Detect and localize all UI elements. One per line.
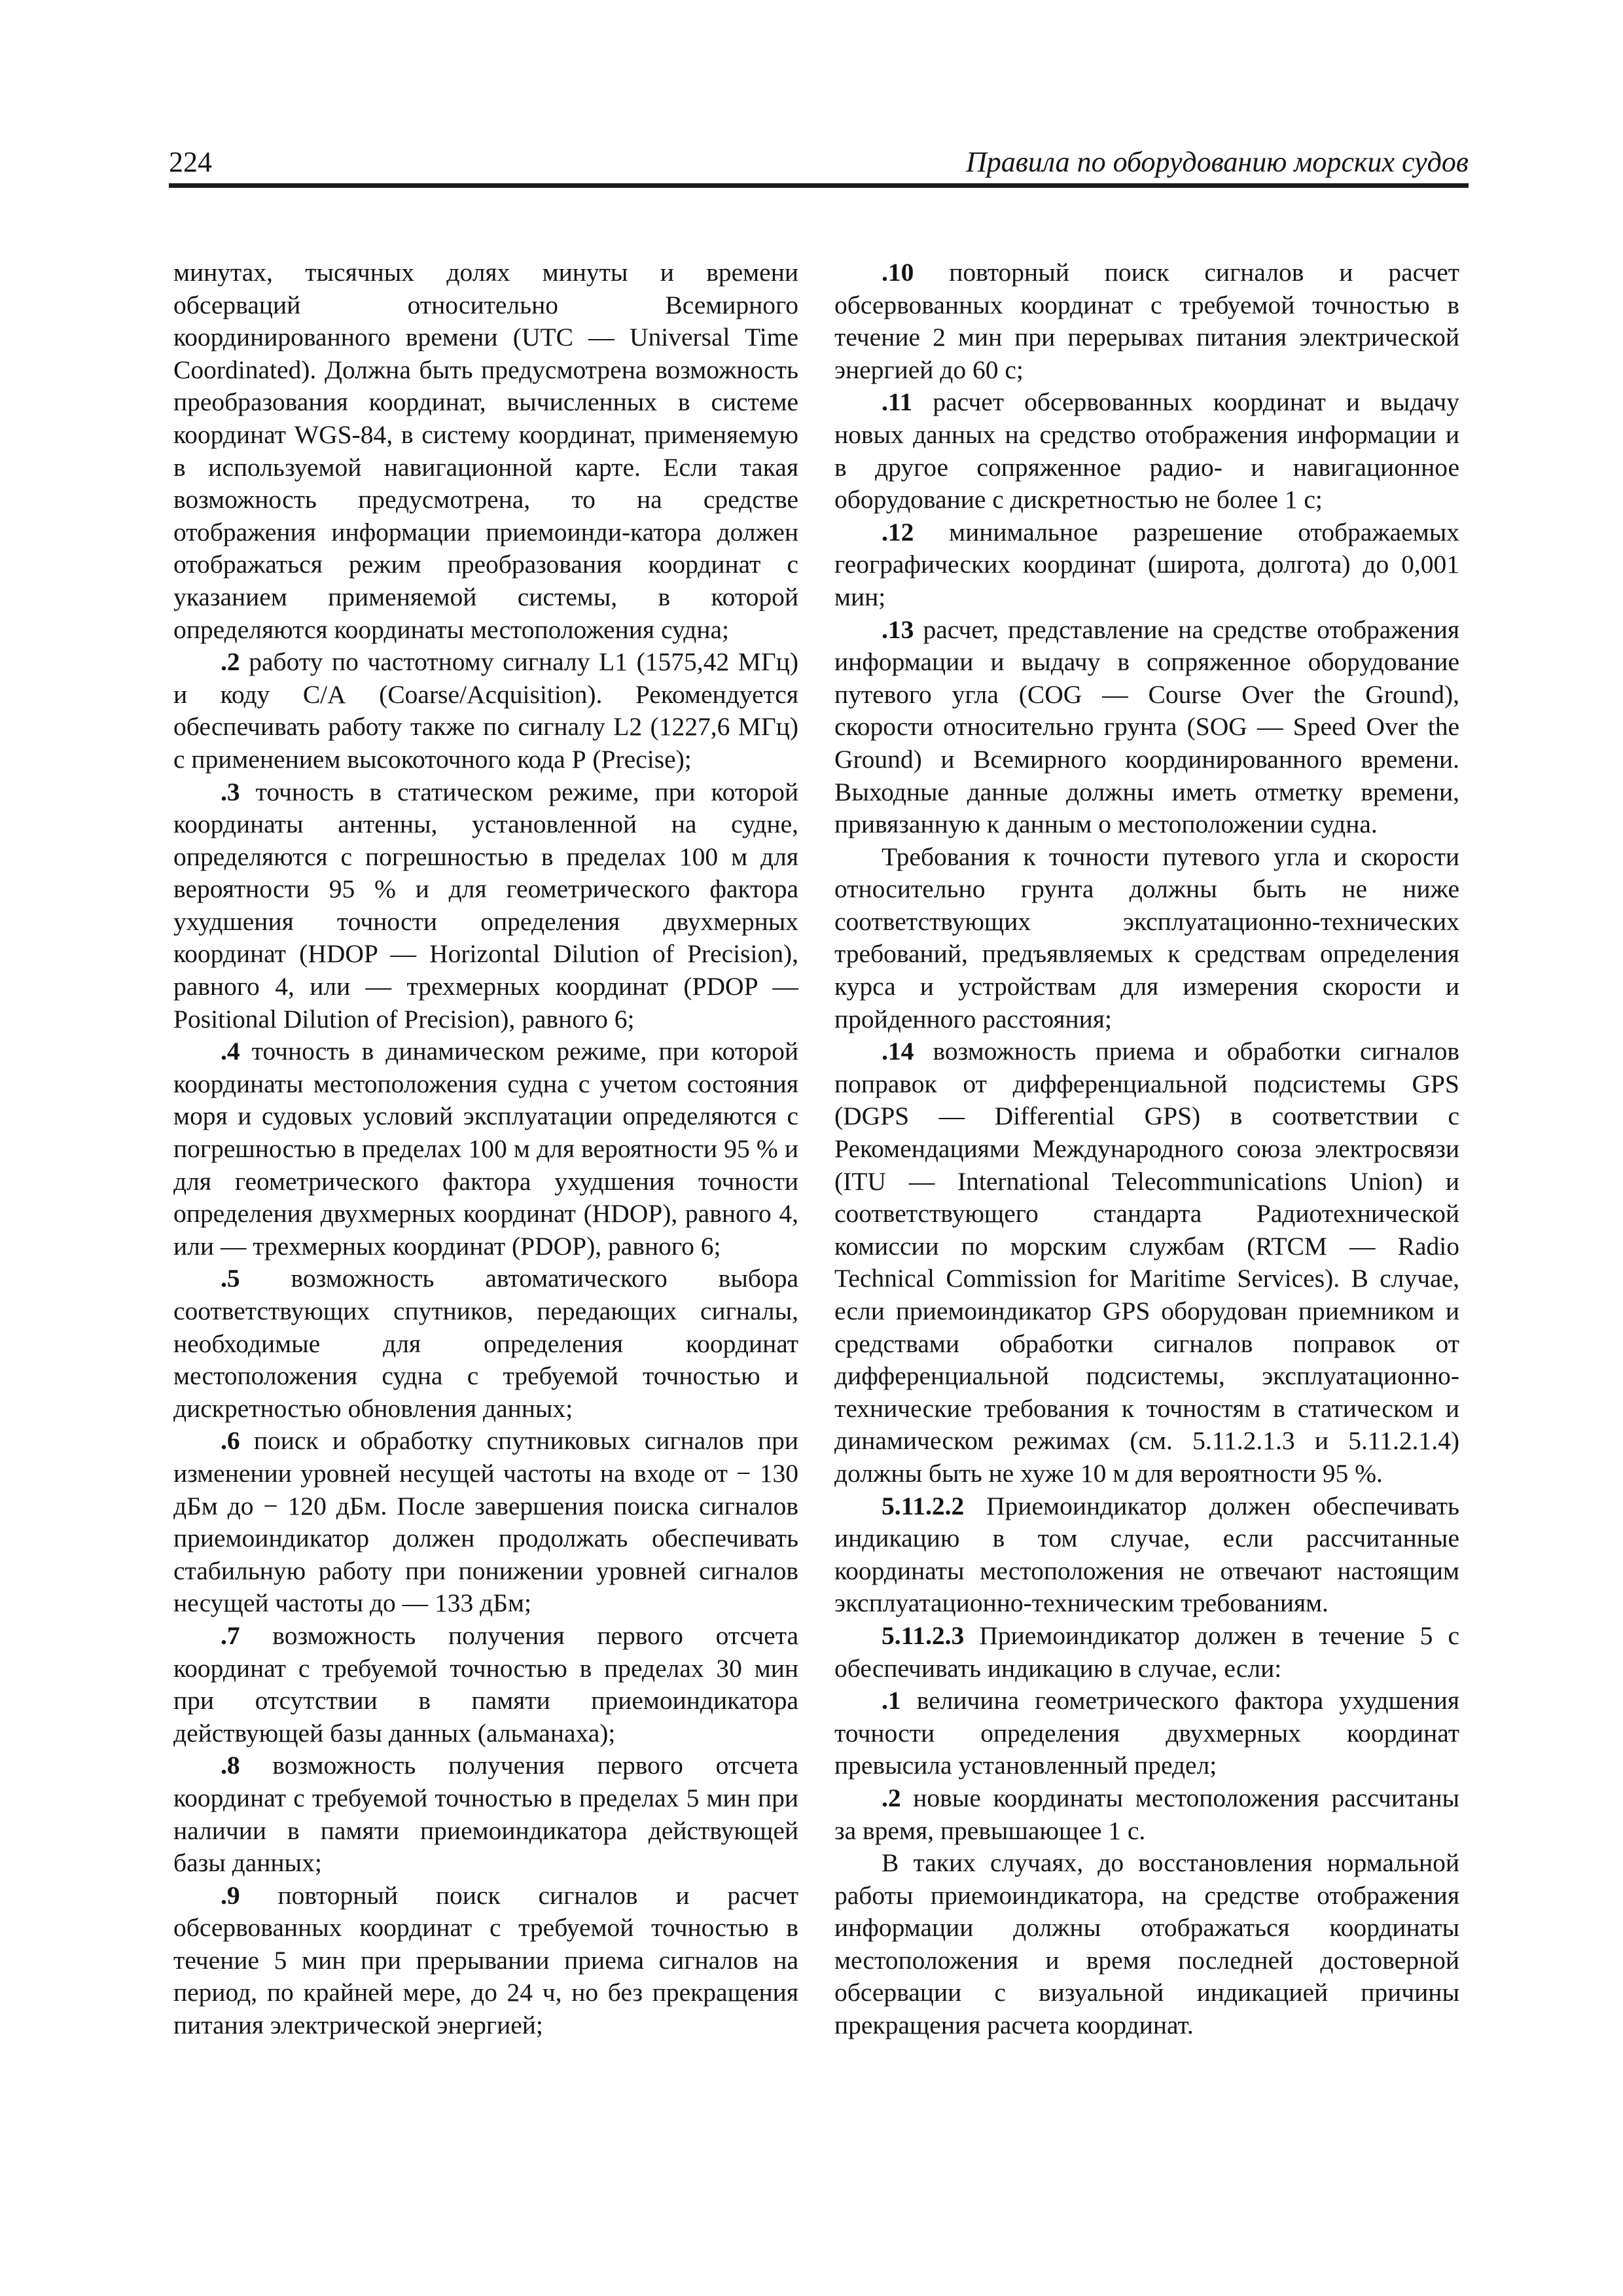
item-number: .13 [882, 615, 914, 644]
paragraph: .1 величина геометрического фактора ухудшения точности определения двухмерных координат превысила установленный предел; [834, 1686, 1459, 1780]
item-number: .3 [221, 777, 240, 806]
paragraph: .14 возможность приема и обработки сигналов поправок от дифференциальной подсистемы GPS (DGPS — Differential GPS) в соответствии с Рекомендациями Международного союза электросвязи (ITU — International Telecommunications Union) и соответствующего стандарта Радиотехнической комиссии по морским службам (RTCM — Radio Technical Commission for Maritime Services). В случае, если приемоиндикатор GPS оборудован приемником и средствами обработки сигналов поправок от дифференциальной подсистемы, эксплуатационно-технические требования к точностям в статическом и динамическом режимах (см. 5.11.2.1.3 и 5.11.2.1.4) должны быть не хуже 10 м для вероятности 95 %. [834, 1037, 1459, 1488]
paragraph: .2 работу по частотному сигналу L1 (1575,42 МГц) и коду С/А (Coarse/Acquisition). Рекомендуется обеспечивать работу также по сигналу L2 (1227,6 МГц) с применением высокоточного кода Р (Precise); [173, 647, 798, 774]
paragraph: .7 возможность получения первого отсчета координат с требуемой точностью в пределах 30 мин при отсутствии в памяти приемоиндикатора действующей базы данных (альманаха); [173, 1621, 798, 1748]
paragraph: .10 повторный поиск сигналов и расчет обсервованных координат с требуемой точностью в течение 2 мин при перерывах питания электрической энергией до 60 с; [834, 258, 1459, 384]
paragraph: .13 расчет, представление на средстве отображения информации и выдачу в сопряженное оборудование путевого угла (COG — Course Over the Ground), скорости относительно грунта (SOG — Speed Over the Ground) и Всемирного координированного времени. Выходные данные должны иметь отметку времени, привязанную к данным о местоположении судна. [834, 615, 1459, 839]
item-number: .8 [221, 1751, 240, 1780]
item-number: .5 [221, 1264, 240, 1293]
paragraph: .6 поиск и обработку спутниковых сигналов при изменении уровней несущей частоты на входе от − 130 дБм до − 120 дБм. После завершения поиска сигналов приемоиндикатор должен продолжать обеспечивать стабильную работу при понижении уровней сигналов несущей частоты до — 133 дБм; [173, 1426, 798, 1618]
item-number: .10 [882, 258, 914, 287]
left-column [173, 257, 798, 2042]
item-number: .2 [882, 1783, 901, 1812]
paragraph: Требования к точности путевого угла и скорости относительно грунта должны быть не ниже соответствующих эксплуатационно-технических требований, предъявляемых к средствам определения курса и устройствам для измерения скорости и пройденного расстояния; [834, 842, 1459, 1033]
running-title: Правила по оборудованию морских судов [965, 146, 1469, 178]
item-number: .12 [882, 517, 914, 547]
paragraph: .3 точность в статическом режиме, при которой координаты антенны, установленной на судне, определяются с погрешностью в пределах 100 м для вероятности 95 % и для геометрического фактора ухудшения точности определения двухмерных координат (HDOP — Horizontal Dilution of Precision), равного 4, или — трехмерных координат (PDOP — Positional Dilution of Precision), равного 6; [173, 777, 798, 1033]
item-number: .2 [221, 647, 240, 677]
paragraph: минутах, тысячных долях минуты и времени обсерваций относительно Всемирного координированного времени (UTC — Universal Time Coordinated). Должна быть предусмотрена возможность преобразования координат, вычисленных в системе координат WGS-84, в систему координат, применяемую в используемой навигационной карте. Если такая возможность предусмотрена, то на средстве отображения информации приемоинди-катора должен отображаться режим преобразования координат с указанием применяемой системы, в которой определяются координаты местоположения судна; [173, 258, 798, 644]
page-header [169, 145, 1469, 188]
section-number: 5.11.2.3 [882, 1621, 965, 1650]
item-number: .4 [221, 1037, 240, 1066]
item-number: .1 [882, 1686, 901, 1715]
right-column [834, 257, 1459, 2042]
section-paragraph: 5.11.2.2 Приемоиндикатор должен обеспечивать индикацию в том случае, если рассчитанные координаты местоположения не отвечают настоящим эксплуатационно-техническим требованиям. [834, 1491, 1459, 1618]
paragraph: .9 повторный поиск сигналов и расчет обсервованных координат с требуемой точностью в течение 5 мин при прерывании приема сигналов на период, по крайней мере, до 24 ч, но без прекращения питания электрической энергией; [173, 1880, 798, 2040]
paragraph: .8 возможность получения первого отсчета координат с требуемой точностью в пределах 5 мин при наличии в памяти приемоиндикатора действующей базы данных; [173, 1751, 798, 1878]
paragraph: В таких случаях, до восстановления нормальной работы приемоиндикатора, на средстве отображения информации должны отображаться координаты местоположения и время последней достоверной обсервации с визуальной индикацией причины прекращения расчета координат. [834, 1848, 1459, 2040]
page-number: 224 [169, 146, 212, 178]
item-number: .11 [882, 387, 913, 417]
paragraph: .4 точность в динамическом режиме, при которой координаты местоположения судна с учетом состояния моря и судовых условий эксплуатации определяются с погрешностью в пределах 100 м для вероятности 95 % и для геометрического фактора ухудшения точности определения двухмерных координат (HDOP), равного 4, или — трехмерных координат (PDOP), равного 6; [173, 1037, 798, 1261]
item-number: .6 [221, 1426, 240, 1456]
item-number: .9 [221, 1880, 240, 1910]
item-number: .14 [882, 1037, 914, 1066]
paragraph: .12 минимальное разрешение отображаемых географических координат (широта, долгота) до 0,001 мин; [834, 517, 1459, 611]
paragraph: .5 возможность автоматического выбора соответствующих спутников, передающих сигналы, необходимые для определения координат местоположения судна с требуемой точностью и дискретностью обновления данных; [173, 1264, 798, 1423]
section-paragraph: 5.11.2.3 Приемоиндикатор должен в течение 5 с обеспечивать индикацию в случае, если: [834, 1621, 1459, 1683]
section-number: 5.11.2.2 [882, 1491, 965, 1520]
paragraph: .11 расчет обсервованных координат и выдачу новых данных на средство отображения информации и в другое сопряженное радио- и навигационное оборудование с дискретностью не более 1 с; [834, 387, 1459, 514]
item-number: .7 [221, 1621, 240, 1650]
paragraph: .2 новые координаты местоположения рассчитаны за время, превышающее 1 с. [834, 1783, 1459, 1845]
